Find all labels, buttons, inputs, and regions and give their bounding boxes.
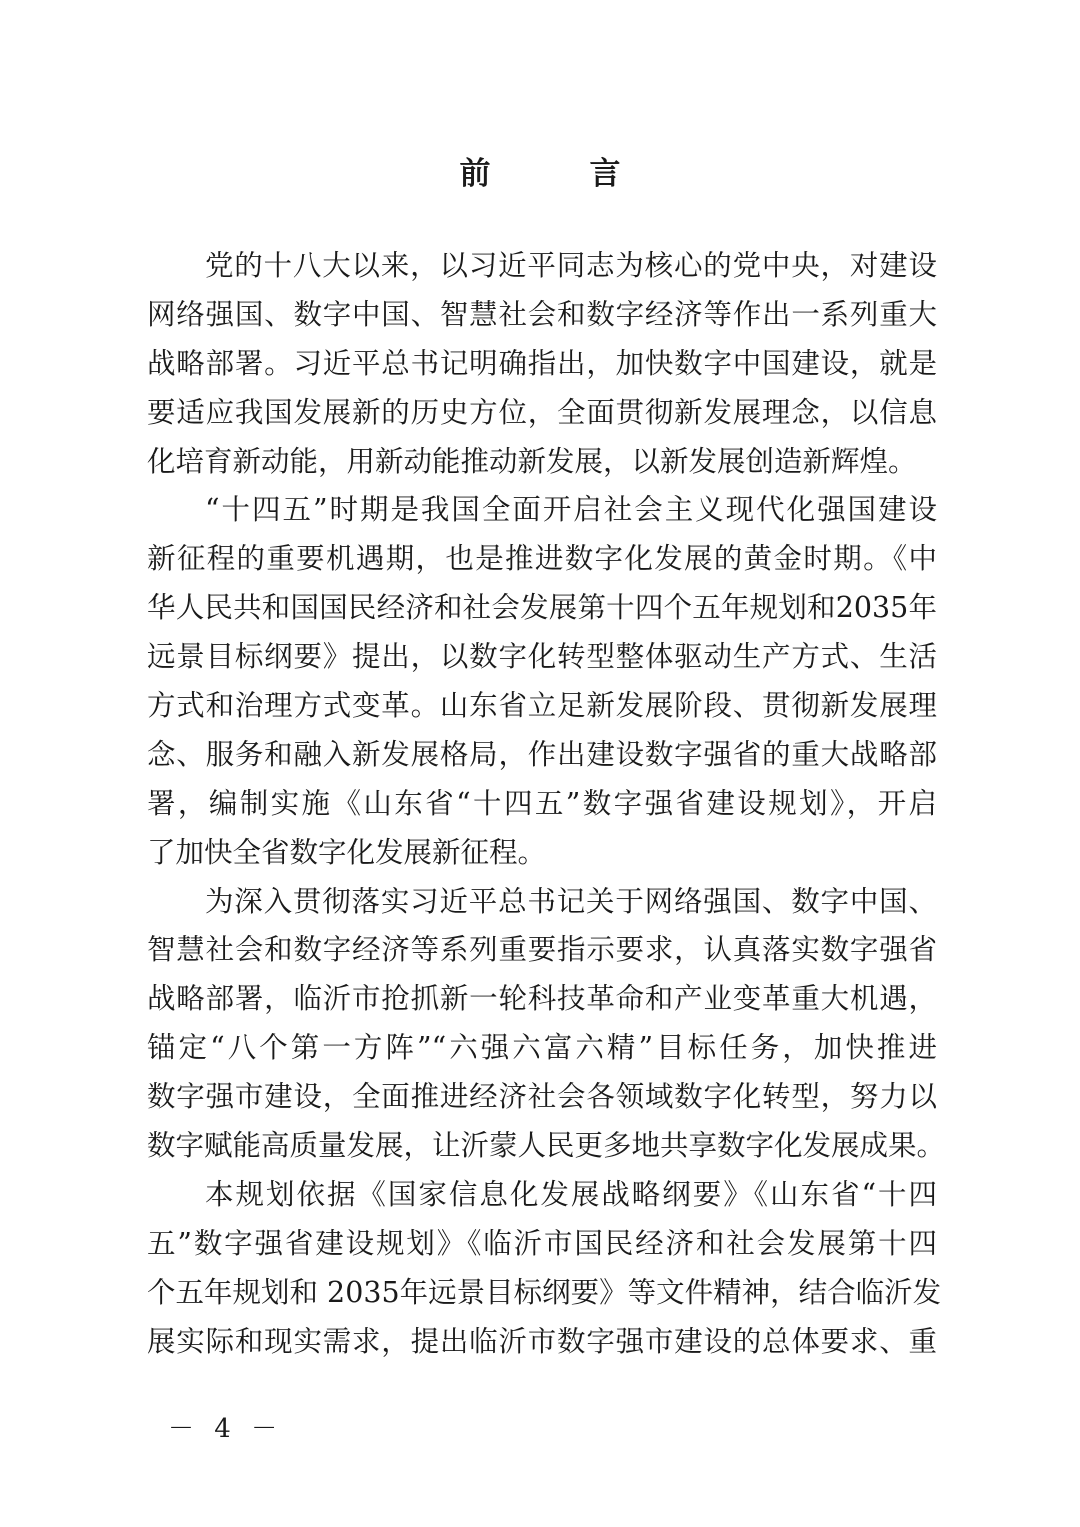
text-line: 华人民共和国国民经济和社会发展第十四个五年规划和2035年 [147,591,937,625]
text-line: “十四五”时期是我国全面开启社会主义现代化强国建设 [205,493,937,527]
document-body [147,244,946,1368]
text-line: 化培育新动能，用新动能推动新发展，以新发展创造新辉煌。 [147,444,917,478]
text-line: 网络强国、数字中国、智慧社会和数字经济等作出一系列重大 [147,297,937,331]
text-line: 方式和治理方式变革。山东省立足新发展阶段、贯彻新发展理 [147,689,937,723]
text-line: 本规划依据《国家信息化发展战略纲要》《山东省“十四 [205,1177,937,1211]
page-title: 前 言 [459,156,655,192]
text-line: 念、服务和融入新发展格局，作出建设数字强省的重大战略部 [147,737,937,771]
text-line: 了加快全省数字化发展新征程。 [147,835,547,869]
text-line: 党的十八大以来，以习近平同志为核心的党中央，对建设 [205,249,937,282]
text-line: 展实际和现实需求，提出临沂市数字强市建设的总体要求、重 [147,1324,937,1358]
text-line: 要适应我国发展新的历史方位，全面贯彻新发展理念，以信息 [147,395,937,429]
page-number: － 4 － [168,1414,284,1444]
text-line: 为深入贯彻落实习近平总书记关于网络强国、数字中国、 [205,884,937,918]
text-line: 战略部署。习近平总书记明确指出，加快数字中国建设，就是 [147,346,937,380]
text-line: 战略部署，临沂市抢抓新一轮科技革命和产业变革重大机遇， [147,982,937,1016]
text-line: 五”数字强省建设规划》《临沂市国民经济和社会发展第十四 [147,1226,937,1260]
text-line: 数字赋能高质量发展，让沂蒙人民更多地共享数字化发展成果。 [147,1129,946,1163]
text-line: 署，编制实施《山东省“十四五”数字强省建设规划》，开启 [147,786,937,820]
text-line: 数字强市建设，全面推进经济社会各领域数字化转型，努力以 [147,1080,937,1114]
text-line: 新征程的重要机遇期，也是推进数字化发展的黄金时期。《中 [147,542,937,576]
text-line: 个五年规划和 2035年远景目标纲要》等文件精神，结合临沂发 [147,1275,942,1309]
text-line: 智慧社会和数字经济等系列重要指示要求，认真落实数字强省 [147,933,937,967]
text-line: 锚定“八个第一方阵”“六强六富六精”目标任务，加快推进 [147,1031,937,1065]
text-line: 远景目标纲要》提出，以数字化转型整体驱动生产方式、生活 [147,640,937,674]
